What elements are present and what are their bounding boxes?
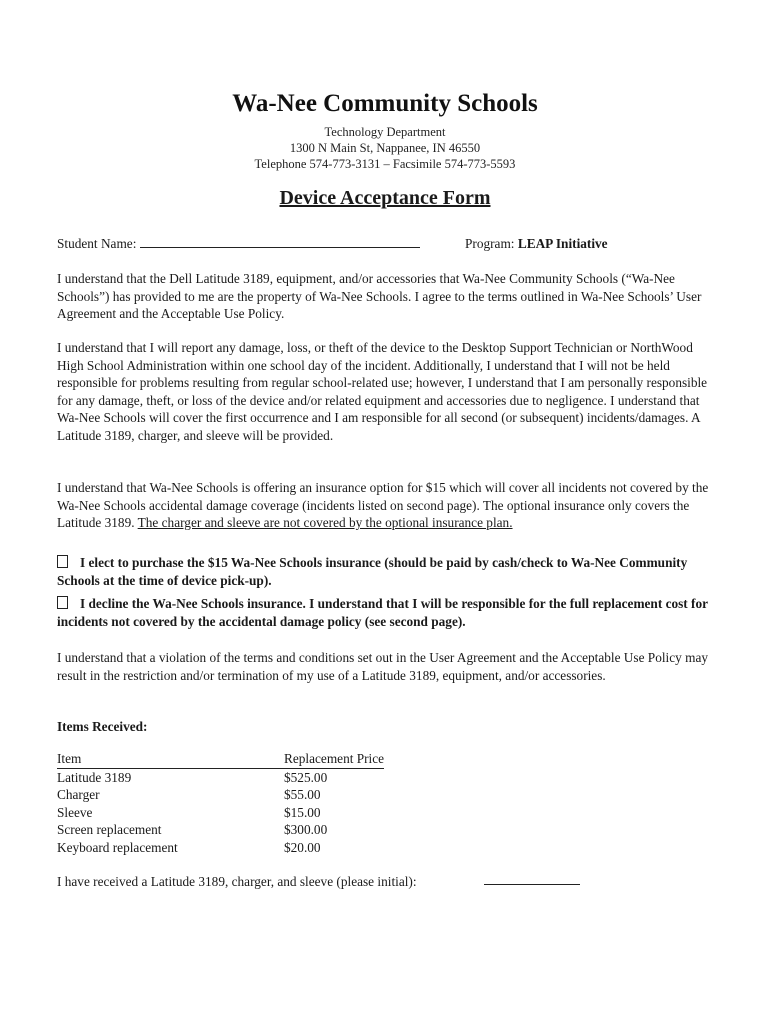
table-row xyxy=(57,786,384,804)
purchase-checkbox[interactable] xyxy=(57,555,68,568)
item-price: $55.00 xyxy=(284,787,321,802)
price-column-header: Replacement Price xyxy=(284,751,385,766)
property-paragraph: I understand that the Dell Latitude 3189, equipment, and/or accessories that Wa-Nee Community Schools (“Wa-Nee Schools”) has provided to me are the property of Wa-Nee Schools. I agree to the terms outlined in Wa-Nee Schools’ User Agreement and the Acceptable Use Policy. xyxy=(57,271,702,321)
table-row xyxy=(57,804,384,822)
initial-field[interactable] xyxy=(484,884,580,885)
damage-responsibility-paragraph: I understand that I will report any damage, loss, or theft of the device to the Desktop Support Technician or NorthWood High School Administration within one school day of the incident. Additionally, I understand that I will not be held responsible for problems resulting from regular school-related use; however, I understand that I am personally responsible for any damage, theft, or loss of the device and/or related equipment and accessories due to negligence. I understand that Wa-Nee Schools will cover the first occurrence and I am responsible for all second (or subsequent) incidents/damages. A Latitude 3189, charger, and sleeve will be provided. xyxy=(57,340,708,443)
table-row xyxy=(57,821,384,839)
items-table-header xyxy=(57,750,384,768)
items-table xyxy=(57,750,384,856)
student-name-label: Student Name: xyxy=(57,236,137,251)
item-price: $20.00 xyxy=(284,839,321,855)
item-name: Latitude 3189 xyxy=(57,769,132,785)
program-row xyxy=(465,235,608,253)
not-covered-note: The charger and sleeve are not covered by the optional insurance plan. xyxy=(137,515,513,530)
item-name: Sleeve xyxy=(57,804,93,820)
item-price: $15.00 xyxy=(284,804,321,820)
purchase-option-text: I elect to purchase the $15 Wa-Nee Schools insurance (should be paid by cash/check to Wa-Nee Community Schools at the time of device pick-up). xyxy=(57,555,688,588)
program-value: LEAP Initiative xyxy=(517,236,608,251)
department-name: Technology Department xyxy=(324,125,446,139)
insurance-paragraph xyxy=(57,479,717,532)
item-name: Keyboard replacement xyxy=(57,839,178,855)
table-row xyxy=(57,839,384,857)
insurance-paragraph-text: I understand that Wa-Nee Schools is offering an insurance option for $15 which will cover all incidents not covered by the Wa-Nee Schools accidental damage coverage (incidents listed on second page). The optional insurance only covers the Latitude 3189. xyxy=(57,480,709,530)
decline-checkbox[interactable] xyxy=(57,596,68,609)
insurance-purchase-option xyxy=(57,554,717,589)
receipt-row xyxy=(57,873,417,891)
item-name: Screen replacement xyxy=(57,822,162,837)
organization-name: Wa-Nee Community Schools xyxy=(232,90,538,117)
item-column-header: Item xyxy=(57,750,284,768)
items-received-heading: Items Received: xyxy=(57,719,148,734)
violation-paragraph: I understand that a violation of the terms and conditions set out in the User Agreement and the Acceptable Use Policy may result in the restriction and/or termination of my use of a Latitude 3189, equipment, and/or accessories. xyxy=(57,650,709,683)
student-name-field[interactable] xyxy=(140,235,420,248)
item-price: $525.00 xyxy=(284,769,328,785)
item-price: $300.00 xyxy=(284,822,328,837)
student-name-row xyxy=(57,235,420,253)
table-row xyxy=(57,768,384,786)
receipt-label: I have received a Latitude 3189, charger, and sleeve (please initial): xyxy=(57,874,417,889)
decline-option-text: I decline the Wa-Nee Schools insurance. I understand that I will be responsible for the full replacement cost for incidents not covered by the accidental damage policy (see second page). xyxy=(57,596,708,629)
address: 1300 N Main St, Nappanee, IN 46550 xyxy=(289,141,481,155)
contact-numbers: Telephone 574-773-3131 – Facsimile 574-773-5593 xyxy=(254,157,516,171)
insurance-decline-option xyxy=(57,595,717,630)
item-name: Charger xyxy=(57,787,100,802)
form-title: Device Acceptance Form xyxy=(279,187,491,209)
program-label: Program: xyxy=(465,236,515,251)
